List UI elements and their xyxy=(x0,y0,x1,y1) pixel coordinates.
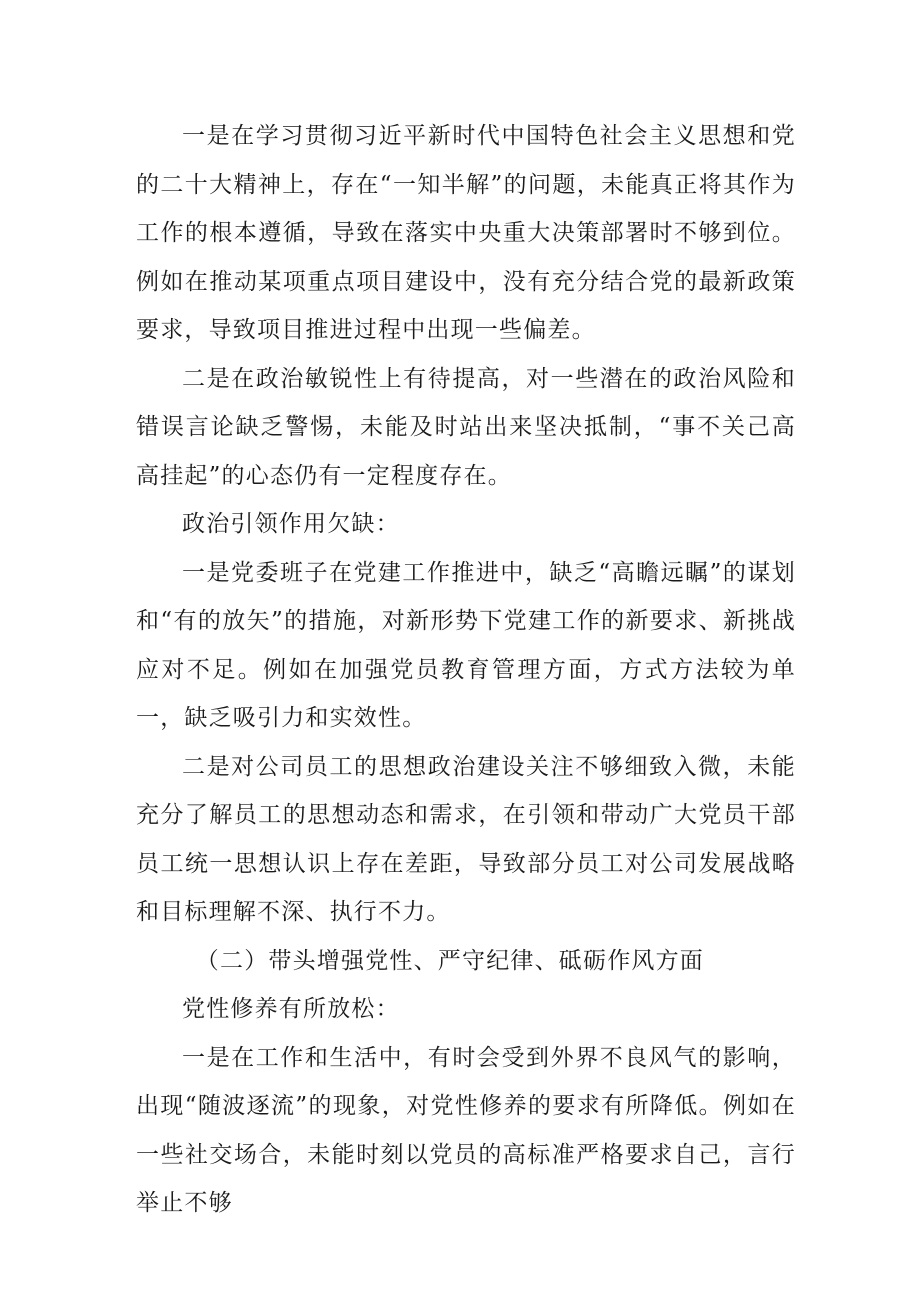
paragraph-political-sensitivity: 二是在政治敏锐性上有待提高，对一些潜在的政治风险和错误言论缺乏警惕，未能及时站出来坚决抵制，“事不关己高高挂起”的心态仍有一定程度存在。 xyxy=(136,365,796,489)
section-heading-2: （二）带头增强党性、严守纪律、砥砺作风方面 xyxy=(195,947,704,974)
paragraph-employee-ideology: 二是对公司员工的思想政治建设关注不够细致入微，未能充分了解员工的思想动态和需求，在引领和带动广大党员干部员工统一思想认识上存在差距，导致部分员工对公司发展战略和目标理解不深、执行不力。 xyxy=(136,753,796,925)
paragraph-subheading-political-leadership: 政治引领作用欠缺： xyxy=(182,511,400,537)
paragraph-theory-study: 一是在学习贯彻习近平新时代中国特色社会主义思想和党的二十大精神上，存在“一知半解”的问题，未能真正将其作为工作的根本遵循，导致在落实中央重大决策部署时不够到位。例如在推动某项重点项目建设中，没有充分结合党的最新政策要求，导致项目推进过程中出现一些偏差。 xyxy=(136,123,796,343)
paragraph-work-life: 一是在工作和生活中，有时会受到外界不良风气的影响，出现“随波逐流”的现象，对党性修养的要求有所降低。例如在一些社交场合，未能时刻以党员的高标准严格要求自己，言行举止不够 xyxy=(136,1044,796,1216)
paragraph-subheading-party-spirit: 党性修养有所放松： xyxy=(182,996,400,1022)
document-body xyxy=(136,112,796,1228)
paragraph-party-committee: 一是党委班子在党建工作推进中，缺乏“高瞻远瞩”的谋划和“有的放矢”的措施，对新形势下党建工作的新要求、新挑战应对不足。例如在加强党员教育管理方面，方式方法较为单一，缺乏吸引力和实效性。 xyxy=(136,559,796,731)
